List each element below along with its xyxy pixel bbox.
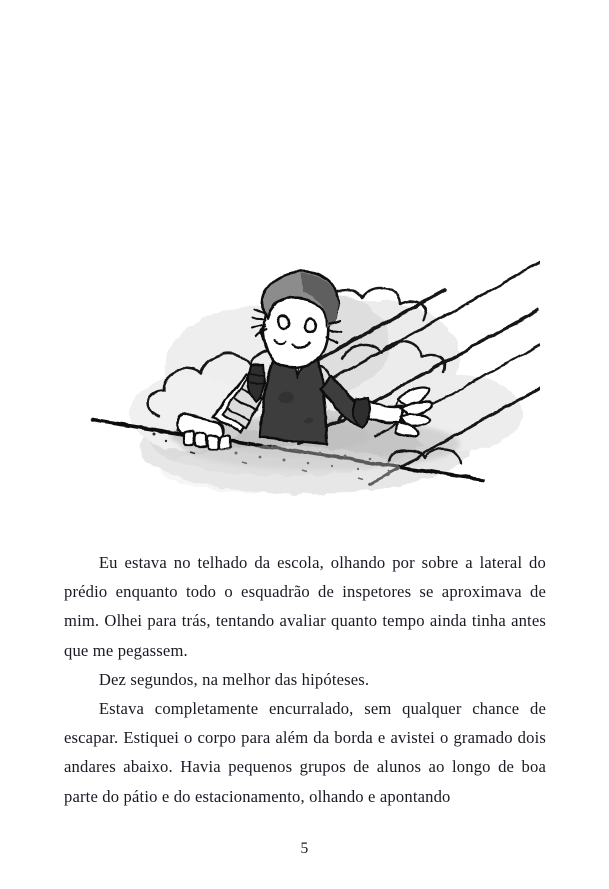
paragraph-2: Dez segundos, na melhor das hipóteses. <box>98 669 370 689</box>
page-number: 5 <box>300 840 309 857</box>
chapter-illustration <box>70 248 540 510</box>
paragraph-1: Eu estava no telhado da escola, olhando por sobre a lateral do prédio enquanto todo o esquadrão de inspetores se aproximava de mim. Olhei para trás, tentando avaliar quanto tempo ainda tinha antes que me pegassem. <box>64 553 546 660</box>
body-text <box>64 548 546 811</box>
boy-eye-left <box>278 315 289 329</box>
paragraph-3: Estava completamente encurralado, sem qualquer chance de escapar. Estiquei o corpo para além da borda e avistei o gramado dois andares abaixo. Havia pequenos grupos de alunos ao longo de boa parte do pátio e do estacionamento, olhando e apontando <box>64 699 546 806</box>
boy-eye-right <box>305 319 316 333</box>
